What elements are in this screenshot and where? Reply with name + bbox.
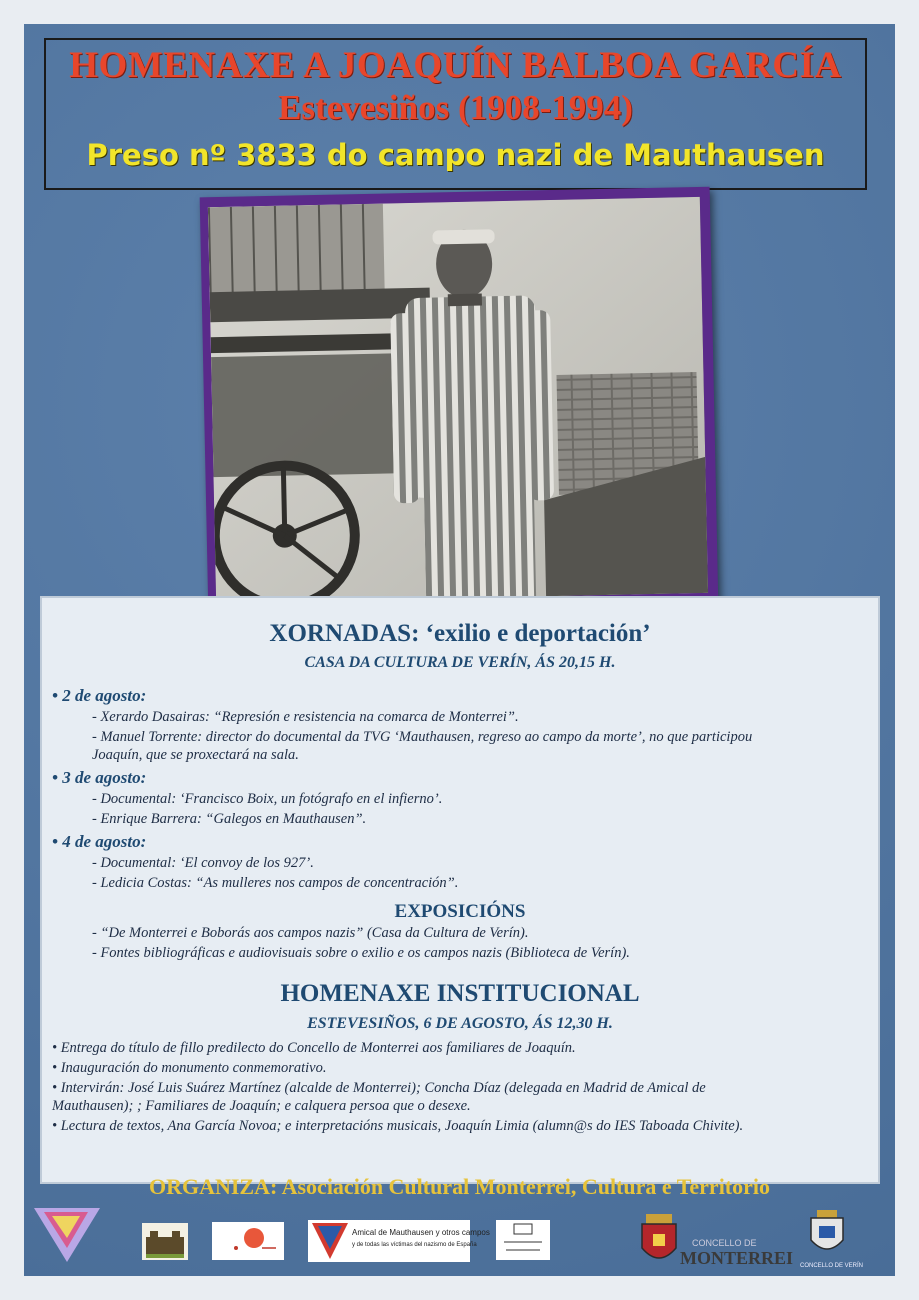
concello-verin-label: CONCELLO DE VERÍN — [800, 1263, 864, 1269]
amical-mauthausen-logo — [308, 1220, 490, 1262]
exposicion-item: - “De Monterrei e Boborás aos campos nazis” (Casa da Cultura de Verín). — [92, 925, 529, 941]
day3-item: - Documental: ‘El convoy de los 927’. — [92, 855, 314, 871]
day-2-agosto: • 2 de agosto: — [52, 686, 147, 705]
circle-logo — [212, 1222, 284, 1260]
title-box — [44, 38, 867, 190]
organiza-name: Asociación Cultural Monterrei, Cultura e Territorio — [281, 1174, 771, 1199]
homenaxe-title: HOMENAXE INSTITUCIONAL — [280, 980, 640, 1007]
day1-item: Joaquín, que se proxectará na sala. — [92, 747, 299, 763]
xornadas-title: XORNADAS: ‘exilio e deportación’ — [269, 620, 651, 647]
monterrei-shield-logo — [638, 1212, 680, 1268]
day-4-agosto: • 4 de agosto: — [52, 832, 147, 851]
monterrei-label: MONTERREI — [680, 1248, 794, 1268]
poster — [24, 24, 895, 1276]
portrait-photo — [208, 197, 708, 603]
day3-item: - Ledicia Costas: “As mulleres nos campos de concentración”. — [92, 875, 459, 891]
concello-de-label: CONCELLO DE — [692, 1238, 757, 1248]
homenaxe-item: • Intervirán: José Luis Suárez Martínez (alcalde de Monterrei); Concha Díaz (delegada en Madrid de Amical de — [52, 1080, 706, 1096]
homenaxe-item: • Inauguración do monumento conmemorativo. — [52, 1060, 327, 1076]
day1-item: - Xerardo Dasairas: “Represión e resistencia na comarca de Monterrei”. — [92, 709, 519, 725]
day1-item: - Manuel Torrente: director do documental da TVG ‘Mauthausen, regreso ao campo da morte’, no que participou — [92, 729, 753, 745]
castle-logo — [142, 1223, 188, 1260]
homenaxe-item: • Entrega do título de fillo predilecto do Concello de Monterrei aos familiares de Joaquín. — [52, 1040, 576, 1056]
exposicions-title: EXPOSICIÓNS — [394, 901, 526, 922]
poster-tagline: Preso nº 3833 do campo nazi de Mauthausen — [86, 138, 825, 172]
photo-frame — [200, 187, 719, 616]
triangle-flag-logo — [34, 1204, 100, 1264]
organiza-line — [24, 1174, 895, 1200]
homenaxe-item: • Lectura de textos, Ana García Novoa; e interpretacións musicais, Joaquín Limia (alumn@s do IES Taboada Chivite). — [52, 1118, 744, 1134]
homenaxe-item: Mauthausen); ; Familiares de Joaquín; e calquera persoa que o desexe. — [52, 1098, 471, 1114]
amical-text-1: Amical de Mauthausen y otros campos — [352, 1228, 490, 1237]
day2-item: - Documental: ‘Francisco Boix, un fotógrafo en el infierno’. — [92, 791, 443, 807]
poster-title: HOMENAXE A JOAQUÍN BALBOA GARCÍA — [69, 45, 842, 86]
homenaxe-venue: ESTEVESIÑOS, 6 DE AGOSTO, ÁS 12,30 H. — [307, 1015, 613, 1032]
verin-shield-logo — [809, 1210, 845, 1260]
day2-item: - Enrique Barrera: “Galegos en Mauthausen”. — [92, 811, 367, 827]
unesco-logo — [496, 1220, 550, 1260]
program-panel — [40, 596, 880, 1184]
poster-subtitle: Estevesiños (1908-1994) — [278, 88, 633, 127]
xornadas-venue: CASA DA CULTURA DE VERÍN, ÁS 20,15 H. — [304, 654, 616, 671]
amical-text-2: y de todas las víctimas del nazismo de España — [352, 1242, 477, 1248]
day-3-agosto: • 3 de agosto: — [52, 768, 147, 787]
organiza-label: ORGANIZA: — [148, 1174, 278, 1199]
exposicion-item: - Fontes bibliográficas e audiovisuais sobre o exilio e os campos nazis (Biblioteca de Verín). — [92, 945, 630, 961]
